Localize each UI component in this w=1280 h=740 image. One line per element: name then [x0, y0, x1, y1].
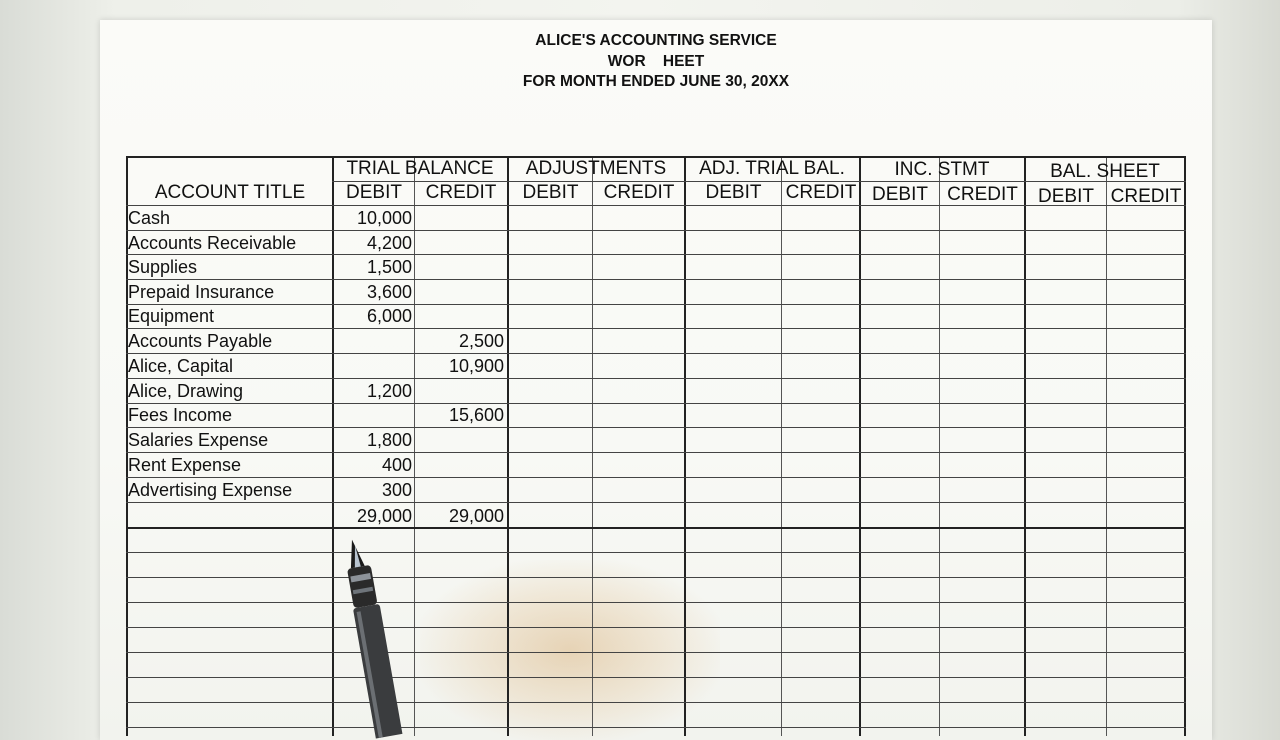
- tb-debit-value: 300: [381, 480, 412, 500]
- rule-bs-mid: [1106, 156, 1107, 736]
- rule-atb-end: [859, 156, 861, 736]
- account-title-header: ACCOUNT TITLE: [154, 182, 306, 203]
- worksheet-title: WOR HEET: [607, 53, 705, 70]
- row-line: [126, 702, 1186, 703]
- atb-credit-header: CREDIT: [785, 182, 857, 203]
- tb-debit-value: 3,600: [366, 282, 412, 302]
- totals-rule: [126, 527, 1186, 529]
- atb-debit-header: DEBIT: [705, 182, 762, 203]
- rule-is-mid: [939, 156, 940, 736]
- account-name: Prepaid Insurance: [128, 282, 275, 302]
- tb-debit-value: 4,200: [366, 233, 412, 253]
- row-line: [126, 502, 1186, 503]
- adj-debit-header: DEBIT: [522, 182, 579, 203]
- tb-debit-value: 6,000: [366, 306, 412, 326]
- account-name: Accounts Payable: [128, 331, 273, 351]
- group-trial-balance: TRIAL BALANCE: [346, 158, 494, 179]
- row-line: [126, 677, 1186, 678]
- row-line: [126, 552, 1186, 553]
- group-adjustments: ADJUSTMENTS: [525, 158, 667, 179]
- is-debit-header: DEBIT: [872, 184, 928, 205]
- rule-atb-mid: [781, 156, 782, 736]
- tb-credit-value: 15,600: [448, 405, 504, 425]
- group-adj-trial-bal: ADJ. TRIAL BAL.: [699, 158, 845, 179]
- tb-debit-value: 1,500: [366, 257, 412, 277]
- period-label: FOR MONTH ENDED JUNE 30, 20XX: [522, 73, 790, 90]
- tb-debit-value: 1,800: [366, 430, 412, 450]
- rule-group: [332, 181, 1186, 182]
- row-line: [126, 353, 1186, 354]
- account-name: Accounts Receivable: [128, 233, 297, 253]
- row-line: [126, 727, 1186, 728]
- row-line: [126, 602, 1186, 603]
- account-name: Fees Income: [128, 405, 233, 425]
- row-line: [126, 279, 1186, 280]
- account-name: Advertising Expense: [128, 480, 293, 500]
- row-line: [126, 452, 1186, 453]
- group-bal-sheet: BAL. SHEET: [1050, 161, 1160, 182]
- account-name: Alice, Drawing: [128, 381, 244, 401]
- row-line: [126, 304, 1186, 305]
- rule-right: [1184, 156, 1186, 736]
- company-name: ALICE'S ACCOUNTING SERVICE: [535, 32, 777, 49]
- rule-header-bottom: [126, 205, 1186, 206]
- row-line: [126, 652, 1186, 653]
- adj-credit-header: CREDIT: [603, 182, 675, 203]
- account-name: Cash: [128, 208, 171, 228]
- total-credit: 29,000: [448, 506, 504, 526]
- rule-is-end: [1024, 156, 1026, 736]
- row-line: [126, 403, 1186, 404]
- tb-debit-value: 400: [381, 455, 412, 475]
- tb-debit-value: 1,200: [366, 381, 412, 401]
- tb-debit-header: DEBIT: [346, 182, 402, 203]
- group-inc-stmt: INC. STMT: [894, 159, 990, 180]
- account-name: Rent Expense: [128, 455, 242, 475]
- tb-credit-header: CREDIT: [425, 182, 497, 203]
- row-line: [126, 577, 1186, 578]
- total-debit: 29,000: [356, 506, 412, 526]
- rule-top: [126, 156, 1186, 158]
- tb-debit-value: 10,000: [356, 208, 412, 228]
- rule-tb-end: [507, 156, 509, 736]
- account-name: Supplies: [128, 257, 198, 277]
- account-name: Salaries Expense: [128, 430, 269, 450]
- is-credit-header: CREDIT: [947, 184, 1018, 205]
- row-line: [126, 427, 1186, 428]
- bs-debit-header: DEBIT: [1038, 186, 1094, 207]
- row-line: [126, 627, 1186, 628]
- row-line: [126, 378, 1186, 379]
- tb-credit-value: 2,500: [458, 331, 504, 351]
- rule-adj-end: [684, 156, 686, 736]
- account-name: Alice, Capital: [128, 356, 234, 376]
- rule-adj-mid: [592, 156, 593, 736]
- row-line: [126, 328, 1186, 329]
- account-name: Equipment: [128, 306, 215, 326]
- worksheet-table: [126, 156, 1186, 736]
- bs-credit-header: CREDIT: [1110, 186, 1182, 207]
- tb-credit-value: 10,900: [448, 356, 504, 376]
